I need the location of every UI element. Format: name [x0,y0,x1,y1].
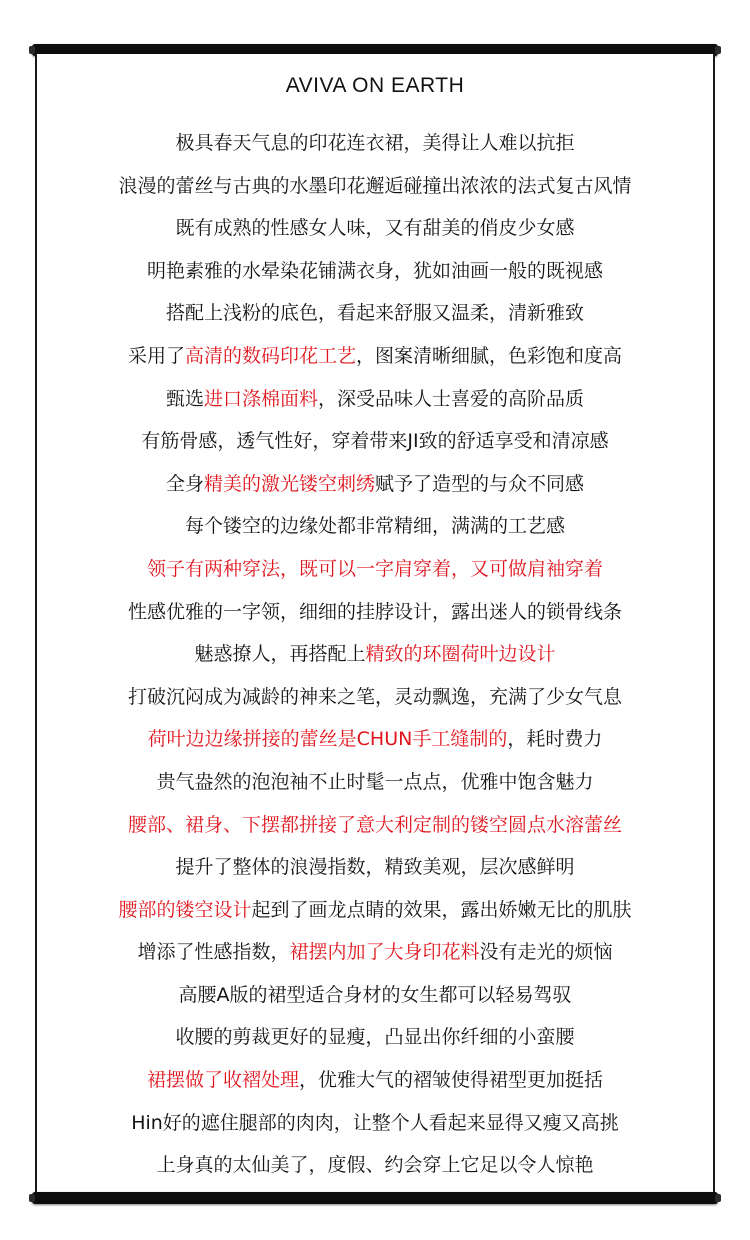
highlight-text: 荷叶边边缘拼接的蕾丝是CHUN手工缝制的 [147,728,508,751]
description-line [37,1144,713,1187]
line-text: 极具春天气息的印花连衣裙，美得让人难以抗拒 [175,132,575,154]
highlight-text: 领子有两种穿法，既可以一字肩穿着，又可做肩袖穿着 [146,557,603,580]
line-text: 起到了画龙点睛的效果，露出娇嫩无比的肌肤 [251,898,632,921]
description-line [37,207,713,250]
description-line [37,633,713,676]
line-text: Hin好的遮住腿部的肉肉，让整个人看起来显得又瘦又高挑 [131,1111,619,1134]
description-line [37,889,713,932]
description-line [37,335,713,378]
description-line [37,463,713,506]
description-line [37,804,713,847]
description-line [37,761,713,804]
line-text: 性感优雅的一字领，细细的挂脖设计，露出迷人的锁骨线条 [127,600,622,623]
line-text: 提升了整体的浪漫指数，精致美观，层次感鲜明 [175,856,575,879]
line-text: ，耗时费力 [507,728,603,751]
description-line [37,420,713,463]
highlight-text: 精致的环圈荷叶边设计 [365,643,556,666]
highlight-text: 裙摆内加了大身印花料 [289,941,480,964]
description-line [37,1102,713,1145]
line-text: 搭配上浅粉的底色，看起来舒服又温柔，清新雅致 [165,302,584,325]
line-text: 每个镂空的边缘处都非常精细，满满的工艺感 [184,515,565,538]
line-text: 甄选 [165,387,204,410]
page-title: AVIVA ON EARTH [285,74,465,97]
highlight-text: 精美的激光镂空刺绣 [203,472,375,495]
line-text: 打破沉闷成为减龄的神来之笔，灵动飘逸，充满了少女气息 [127,685,622,708]
line-text: ，优雅大气的褶皱使得裙型更加挺括 [299,1069,604,1092]
line-text: 采用了 [127,344,185,367]
line-text: 全身 [165,472,204,495]
line-text: ，图案清晰细腻，色彩饱和度高 [356,344,623,367]
line-text: 既有成熟的性感女人味，又有甜美的俏皮少女感 [175,217,575,240]
scroll-paper [35,54,715,1194]
line-text: 贵气盎然的泡泡袖不止时髦一点点，优雅中饱含魅力 [156,770,594,793]
highlight-text: 裙摆做了收褶处理 [146,1069,299,1092]
line-text: 明艳素雅的水晕染花铺满衣身，犹如油画一般的既视感 [146,259,603,282]
highlight-text: 腰部的镂空设计 [118,898,252,921]
description-line [37,505,713,548]
description-line [37,250,713,293]
line-text: 没有走光的烦恼 [479,941,613,964]
description-line [37,676,713,719]
line-text: 有筋骨感，透气性好，穿着带来JI致的舒适享受和清凉感 [141,430,609,453]
line-text: 上身真的太仙美了，度假、约会穿上它足以令人惊艳 [156,1154,594,1177]
scroll-bottom-rod [32,1192,718,1204]
line-text: 增添了性感指数， [137,941,290,964]
description-line [37,292,713,335]
highlight-text: 腰部、裙身、下摆都拼接了意大利定制的镂空圆点水溶蕾丝 [127,813,622,836]
description-line [37,591,713,634]
description-line [37,718,713,761]
description-lines [37,122,713,1187]
description-line [37,122,713,165]
description-line [37,846,713,889]
scroll-frame [32,44,718,1204]
line-text: 魅惑撩人，再搭配上 [194,643,366,666]
description-line [37,974,713,1017]
description-line [37,931,713,974]
description-line [37,165,713,208]
line-text: 收腰的剪裁更好的显瘦，凸显出你纤细的小蛮腰 [175,1026,575,1049]
description-line [37,1016,713,1059]
description-line [37,378,713,421]
line-text: ，深受品味人士喜爱的高阶品质 [318,387,585,410]
highlight-text: 高清的数码印花工艺 [184,344,356,367]
line-text: 浪漫的蕾丝与古典的水墨印花邂逅碰撞出浓浓的法式复古风情 [118,174,632,197]
description-line [37,1059,713,1102]
highlight-text: 进口涤棉面料 [203,387,318,410]
line-text: 高腰A版的裙型适合身材的女生都可以轻易驾驭 [178,983,572,1006]
description-line [37,548,713,591]
line-text: 赋予了造型的与众不同感 [375,472,585,495]
